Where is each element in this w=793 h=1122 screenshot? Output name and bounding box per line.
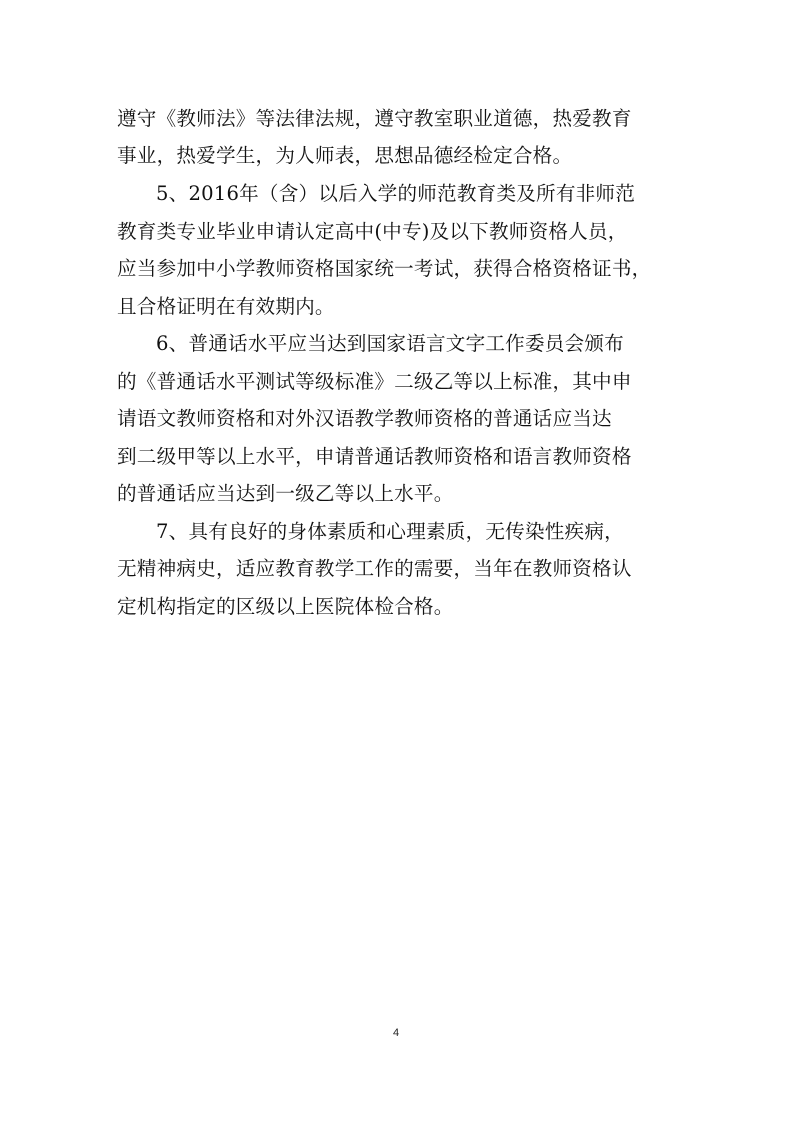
list-item-6-line: 6、普通话水平应当达到国家语言文字工作委员会颁布 xyxy=(156,332,624,355)
list-item-5-line: 5、2016年（含）以后入学的师范教育类及所有非师范 xyxy=(156,182,635,205)
text-line: 教育类专业毕业申请认定高中(中专)及以下教师资格人员， xyxy=(117,220,628,243)
text-line: 的普通话应当达到一级乙等以上水平。 xyxy=(117,482,454,505)
text-line: 遵守《教师法》等法律法规，遵守教室职业道德，热爱教育 xyxy=(117,107,632,130)
list-item-7-line: 7、具有良好的身体素质和心理素质，无传染性疾病， xyxy=(156,520,624,543)
text-line: 应当参加中小学教师资格国家统一考试，获得合格资格证书， xyxy=(117,257,652,280)
text-line: 且合格证明在有效期内。 xyxy=(117,295,335,318)
text-line: 定机构指定的区级以上医院体检合格。 xyxy=(117,595,454,618)
text-line: 的《普通话水平测试等级标准》二级乙等以上标准，其中申 xyxy=(117,370,632,393)
text-line: 请语文教师资格和对外汉语教学教师资格的普通话应当达 xyxy=(117,407,612,430)
text-line: 无精神病史，适应教育教学工作的需要，当年在教师资格认 xyxy=(117,557,632,580)
text-line: 事业，热爱学生，为人师表，思想品德经检定合格。 xyxy=(117,144,573,167)
page-number: 4 xyxy=(392,1027,400,1039)
text-line: 到二级甲等以上水平，申请普通话教师资格和语言教师资格 xyxy=(117,445,632,468)
